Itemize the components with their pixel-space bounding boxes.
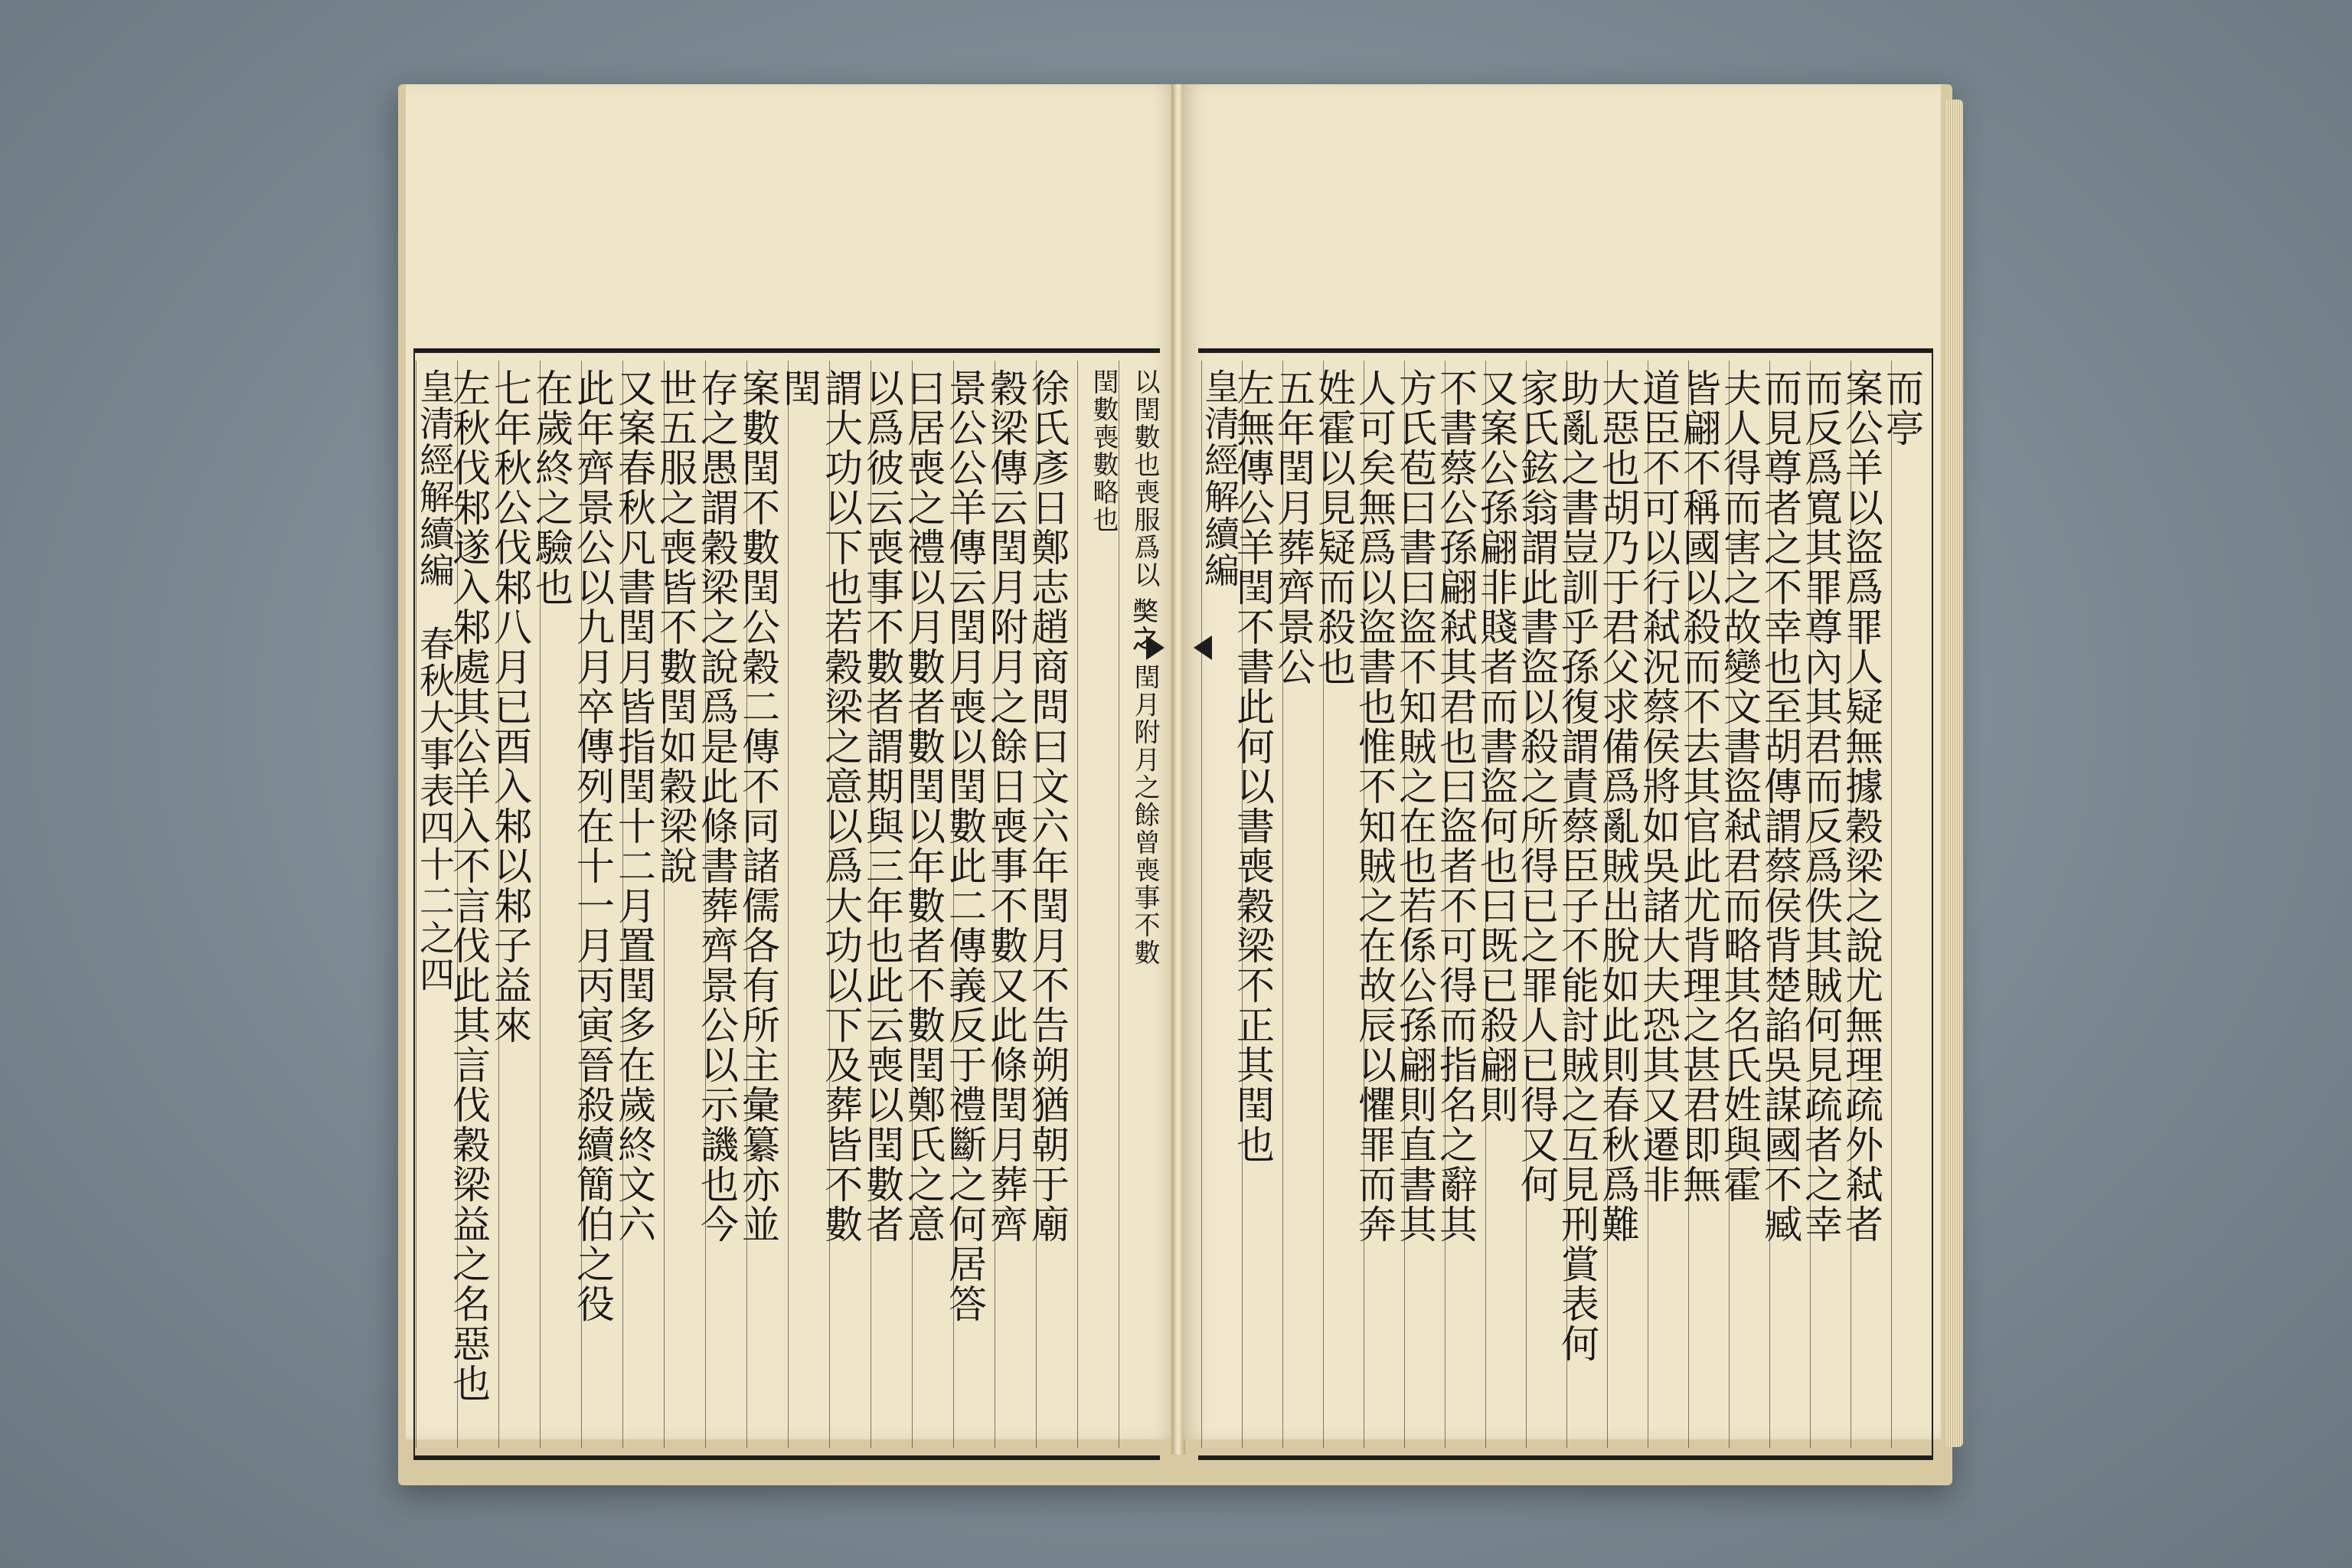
right-page (1183, 84, 1941, 1439)
text-column: 在歲終之驗也 (540, 361, 581, 1448)
text-column: 道臣不可以行弒況蔡侯將如吳諸大夫恐其又遷非 (1648, 361, 1688, 1448)
text-column: 助亂之書豈訓乎孫復謂責蔡臣子不能討賊之互見刑賞表何 (1566, 361, 1607, 1448)
text-column: 七年秋公伐邾八月已酉入邾以邾子益來 (498, 361, 540, 1448)
text-column: 大惡也胡乃于君父求備爲亂賊出脫如此則春秋爲難 (1607, 361, 1648, 1448)
annotation-column: 以閏數也喪服爲以 𡚁之 閏月附月之餘曾喪事不數 (1119, 361, 1160, 1448)
text-column: 謂大功以下也若穀梁之意以爲大功以下及葬皆不數 (829, 361, 871, 1448)
fishtail-mark (1146, 635, 1165, 660)
text-column: 案公羊以盜爲罪人疑無據穀梁之說尤無理疏外弒者 (1851, 361, 1891, 1448)
text-column: 曰居喪之禮以月數者數閏以年數者不數閏鄭氏之意 (912, 361, 953, 1448)
text-column: 家氏鉉翁謂此書盜以殺之所得已之罪人已得又何 (1526, 361, 1566, 1448)
text-column: 又案公孫翩非賤者而書盜何也曰既已殺翩則 (1485, 361, 1526, 1448)
text-column: 而反爲寬其罪尊內其君而反爲佚其賊何見疏者之幸 (1810, 361, 1851, 1448)
fishtail-mark (1194, 635, 1212, 660)
text-column: 世五服之喪皆不數閏如穀梁說 (664, 361, 705, 1448)
right-page-columns (1198, 361, 1932, 1448)
spine-title-column: 皇清經解續編 春秋大事表四十二之四 (416, 361, 457, 1448)
left-page-frame (413, 348, 1160, 1460)
text-column: 而見尊者之不幸也至胡傳謂蔡侯背楚諂吳謀國不臧 (1769, 361, 1810, 1448)
left-page (406, 84, 1175, 1439)
text-column: 皆翩不稱國以殺而不去其官此尤背理之甚君即無 (1688, 361, 1729, 1448)
annotation-column: 閏數喪數略也 (1077, 361, 1119, 1448)
text-column: 案數閏不數閏公穀二傳不同諸儒各有所主彙纂亦並 (746, 361, 788, 1448)
open-book (398, 84, 1952, 1485)
right-page-frame (1198, 348, 1933, 1460)
text-column: 穀梁傳云閏月附月之餘日喪事不數又此條閏月葬齊 (995, 361, 1036, 1448)
text-column: 閏 (788, 361, 829, 1448)
text-column: 存之愚謂穀梁之說爲是此條書葬齊景公以示譏也今 (705, 361, 746, 1448)
text-column: 夫人得而害之故變文書盜弒君而略其名氏姓與霍 (1729, 361, 1769, 1448)
text-column: 景公公羊傳云閏月喪以閏數此二傳義反于禮斷之何居答 (953, 361, 995, 1448)
text-column: 徐氏彥日鄭志趙商問曰文六年閏月不告朔猶朝于廟 (1036, 361, 1077, 1448)
text-column: 左無傳公羊閏不書此何以書喪穀梁不正其閏也 (1242, 361, 1282, 1448)
text-column: 五年閏月葬齊景公 (1282, 361, 1323, 1448)
text-column: 左秋伐邾遂入邾處其公羊入不言伐此其言伐穀梁益之名惡也 (457, 361, 498, 1448)
text-column: 姓霍以見疑而殺也 (1323, 361, 1364, 1448)
text-column: 又案春秋凡書閏月皆指閏十二月置閏多在歲終文六 (622, 361, 664, 1448)
text-column: 人可矣無爲以盜書也惟不知賊之在故辰以懼罪而奔 (1364, 361, 1404, 1448)
text-column: 此年齊景公以九月卒傳列在十一月丙寅晉殺續簡伯之役 (581, 361, 622, 1448)
fore-edge (1946, 100, 1963, 1447)
spine-title-column: 皇清經解續編 (1201, 361, 1242, 1448)
left-page-columns (415, 361, 1160, 1448)
text-column: 以爲彼云喪事不數者謂期與三年也此云喪以閏數者 (871, 361, 912, 1448)
text-column: 而亭 (1891, 361, 1932, 1448)
text-column: 不書蔡公孫翩弒其君也曰盜者不可得而指名之辭其 (1445, 361, 1485, 1448)
text-column: 方氏苞曰書曰盜不知賊之在也若係公孫翩則直書其 (1404, 361, 1445, 1448)
